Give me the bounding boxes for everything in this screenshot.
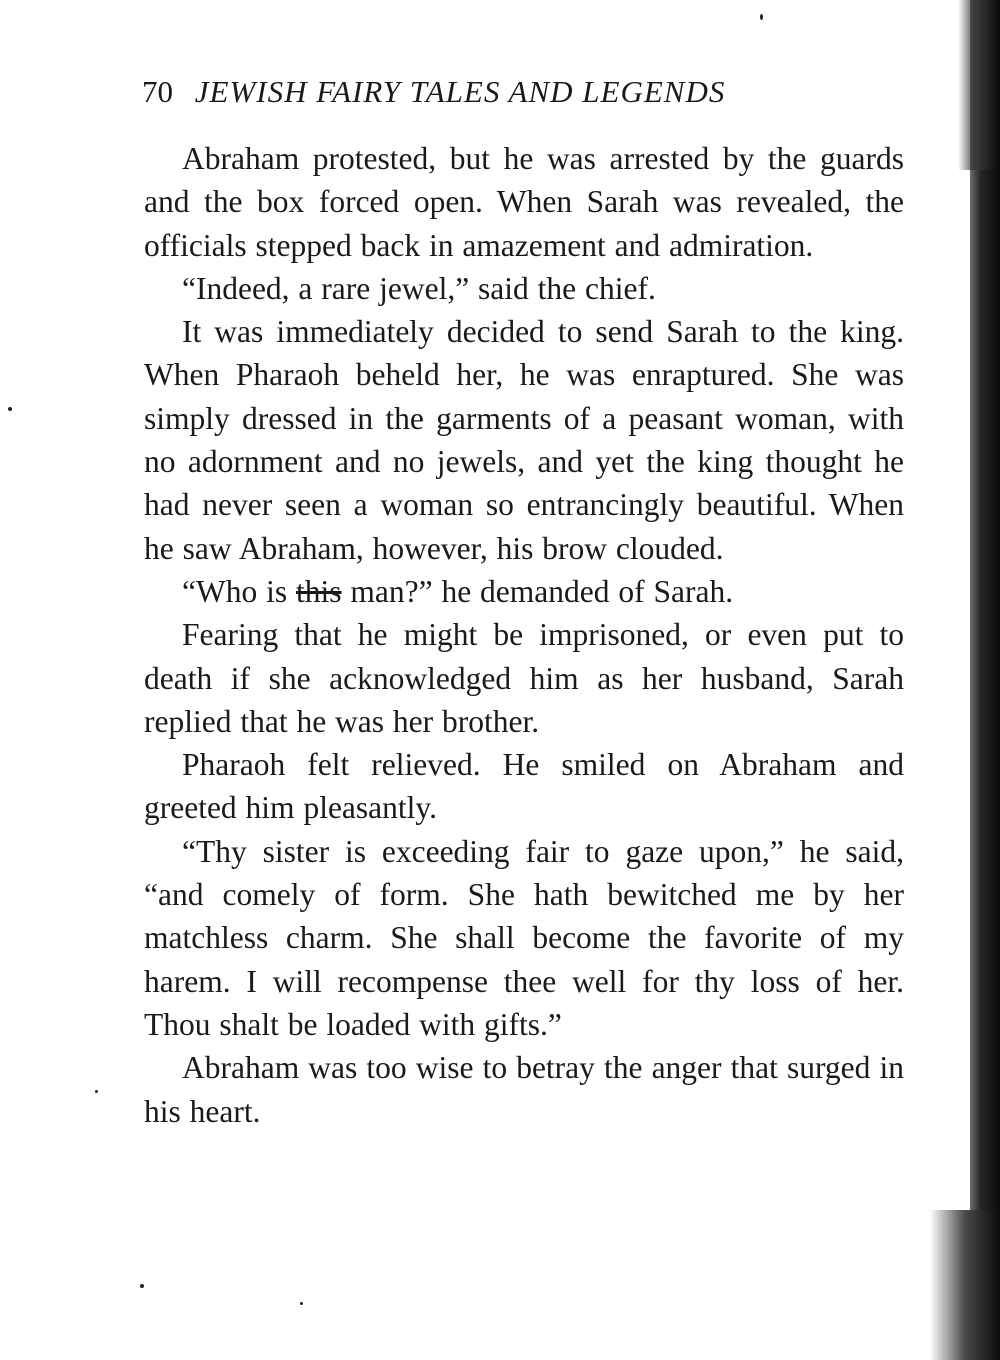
body-text	[144, 137, 904, 1133]
paragraph: “Thy sister is exceeding fair to gaze upon,” he said, “and comely of form. She hath bewitched me by her matchless charm. She shall become the favorite of my harem. I will recompense thee well for thy loss of her. Thou shalt be loaded with gifts.”	[144, 833, 904, 1042]
paragraph: Pharaoh felt relieved. He smiled on Abraham and greeted him pleasantly.	[144, 747, 904, 826]
paragraph-text: man?” he demanded of Sarah.	[341, 573, 734, 609]
paragraph: Abraham protested, but he was arrested by the guards and the box forced open. When Sarah was revealed, the officials stepped back in amazement and admiration.	[144, 141, 904, 263]
scan-speck	[95, 1090, 98, 1093]
struck-word: this	[295, 573, 342, 609]
paragraph: Abraham was too wise to betray the anger that surged in his heart.	[144, 1050, 904, 1129]
scan-speck	[760, 14, 763, 20]
page-header	[142, 74, 882, 110]
paragraph: It was immediately decided to send Sarah to the king. When Pharaoh beheld her, he was enraptured. She was simply dressed in the garments of a peasant woman, with no adornment and no jewels, and yet the king thought he had never seen a woman so entrancingly beautiful. When he saw Abraham, however, his brow clouded.	[144, 314, 904, 566]
scan-speck	[300, 1302, 303, 1305]
paragraph-text: “Who is	[182, 573, 296, 609]
scan-speck	[8, 407, 12, 411]
paragraph: “Indeed, a rare jewel,” said the chief.	[182, 270, 656, 306]
binding-shadow-bottom	[930, 1210, 1000, 1360]
paragraph: Fearing that he might be imprisoned, or even put to death if she acknowledged him as her husband, Sarah replied that he was her brother.	[144, 617, 904, 739]
binding-shadow-top	[958, 0, 1000, 170]
scan-speck	[140, 1284, 144, 1288]
running-title: JEWISH FAIRY TALES AND LEGENDS	[194, 74, 726, 109]
paragraph	[144, 570, 904, 613]
page-number: 70	[142, 74, 173, 109]
binding-shadow	[970, 0, 1000, 1360]
